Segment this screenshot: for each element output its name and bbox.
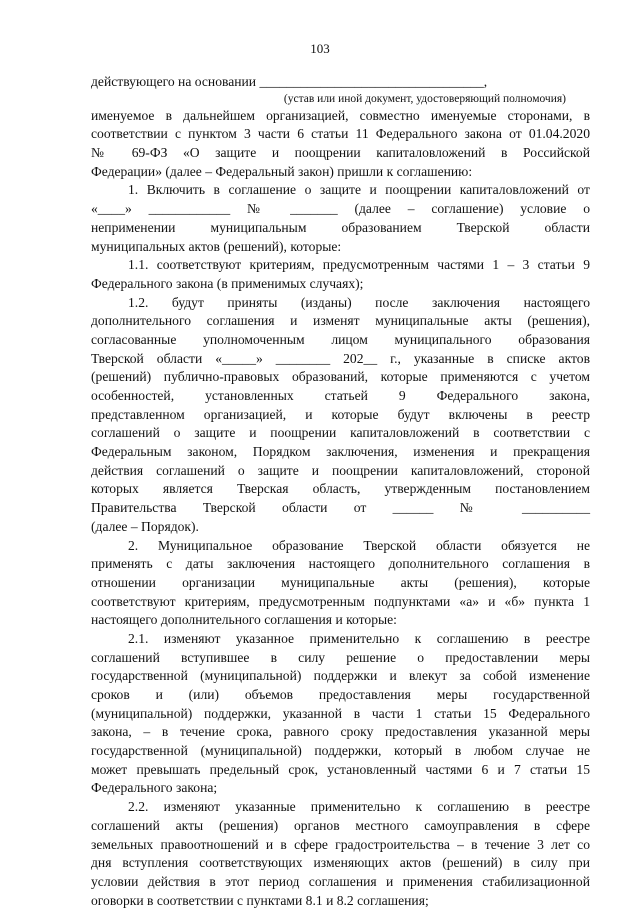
text-line: Федерального закона; bbox=[91, 780, 218, 796]
text-line: оговорки в соответствии с пунктами 8.1 и 8.2 соглашения; bbox=[91, 892, 429, 908]
text-line: может превышать предельный срок, установленный частями 6 и 7 статьи 15 bbox=[91, 761, 590, 777]
text-line: закона, – в течение срока, равного сроку предоставления указанной меры bbox=[91, 724, 590, 740]
text-line: применять с даты заключения настоящего дополнительного соглашения в bbox=[91, 556, 590, 572]
text-line: Правительства Тверской области от ______ № __________ bbox=[91, 500, 590, 516]
text-line: государственной (муниципальной) поддержки и влекут за собой изменение bbox=[91, 668, 590, 684]
text-line: Федеральным законом, Порядком заключения, изменения и прекращения bbox=[91, 444, 590, 460]
text-line: соответствии с пунктом 3 части 6 статьи 11 Федерального закона от 01.04.2020 bbox=[91, 126, 590, 142]
text-line: соглашений о защите и поощрении капиталовложений в соответствии с bbox=[91, 425, 590, 441]
page-number: 103 bbox=[310, 41, 330, 56]
text-line: государственной (муниципальной) поддержки, который в любом случае не bbox=[91, 743, 590, 759]
text-line: действия соглашений о защите и поощрении капиталовложений, стороной bbox=[91, 462, 590, 478]
text-line: действующего на основании _________________________________, bbox=[91, 74, 488, 89]
text-line: 2.2. изменяют указанные применительно к соглашению в реестре bbox=[128, 799, 590, 815]
text-line: неприменении муниципальным образованием Тверской области bbox=[91, 219, 590, 235]
text-line: дополнительного соглашения и изменят муниципальные акты (решения), bbox=[91, 313, 590, 329]
text-line: именуемое в дальнейшем организацией, совместно именуемые сторонами, в bbox=[91, 107, 590, 123]
text-line: согласованные уполномоченным лицом муниципального образования bbox=[91, 331, 590, 347]
text-line: 1.1. соответствуют критериям, предусмотренным частями 1 – 3 статьи 9 bbox=[128, 257, 590, 273]
text-line: земельных правоотношений и в сфере градостроительства – в течение 3 лет со bbox=[91, 836, 590, 852]
text-line: 2.1. изменяют указанное применительно к соглашению в реестре bbox=[128, 630, 590, 646]
text-line: представленном организацией, и которые будут включены в реестр bbox=[91, 406, 590, 422]
text-line: Федерального закона (в применимых случаях); bbox=[91, 275, 364, 291]
text-line: настоящего дополнительного соглашения и которые: bbox=[91, 612, 397, 628]
text-line: условии действия в этот период соглашения и применения стабилизационной bbox=[91, 873, 590, 889]
text-line: (муниципальной) поддержки, указанной в части 1 статьи 15 Федерального bbox=[91, 705, 590, 721]
text-line: (далее – Порядок). bbox=[91, 518, 199, 534]
text-line: отношении организации муниципальные акты (решения), которые bbox=[91, 574, 590, 590]
field-caption: (устав или иной документ, удостоверяющий полномочия) bbox=[283, 92, 566, 105]
text-line: Тверской области «_____» ________ 202__ г., указанные в списке актов bbox=[91, 350, 590, 366]
text-line: 2. Муниципальное образование Тверской области обязуется не bbox=[128, 537, 590, 553]
text-line: № 69-ФЗ «О защите и поощрении капиталовложений в Российской bbox=[91, 145, 590, 161]
text-line: особенностей, установленных статьей 9 Федерального закона, bbox=[91, 388, 590, 403]
text-line: «____» ____________ № _______ (далее – соглашение) условие о bbox=[91, 201, 590, 217]
document-body bbox=[91, 73, 590, 910]
text-line: которых является Тверская область, утвержденным постановлением bbox=[91, 481, 590, 497]
text-line: (решений) публично-правовых образований, которые применяются с учетом bbox=[91, 369, 590, 385]
text-line: Федерации» (далее – Федеральный закон) пришли к соглашению: bbox=[91, 163, 473, 179]
text-line: 1.2. будут приняты (изданы) после заключения настоящего bbox=[128, 294, 590, 310]
text-line: соответствуют критериям, предусмотренным подпунктами «а» и «б» пункта 1 bbox=[91, 593, 590, 609]
text-line: дня вступления соответствующих изменяющих актов (решений) в силу при bbox=[91, 855, 590, 871]
text-line: 1. Включить в соглашение о защите и поощрении капиталовложений от bbox=[128, 182, 590, 198]
text-line: сроков и (или) объемов предоставления меры государственной bbox=[91, 687, 590, 702]
text-line: соглашений вступившее в силу решение о предоставлении меры bbox=[91, 649, 590, 665]
text-line: муниципальных актов (решений), которые: bbox=[91, 238, 342, 254]
text-line: соглашений акты (решения) органов местного самоуправления в сфере bbox=[91, 817, 590, 833]
